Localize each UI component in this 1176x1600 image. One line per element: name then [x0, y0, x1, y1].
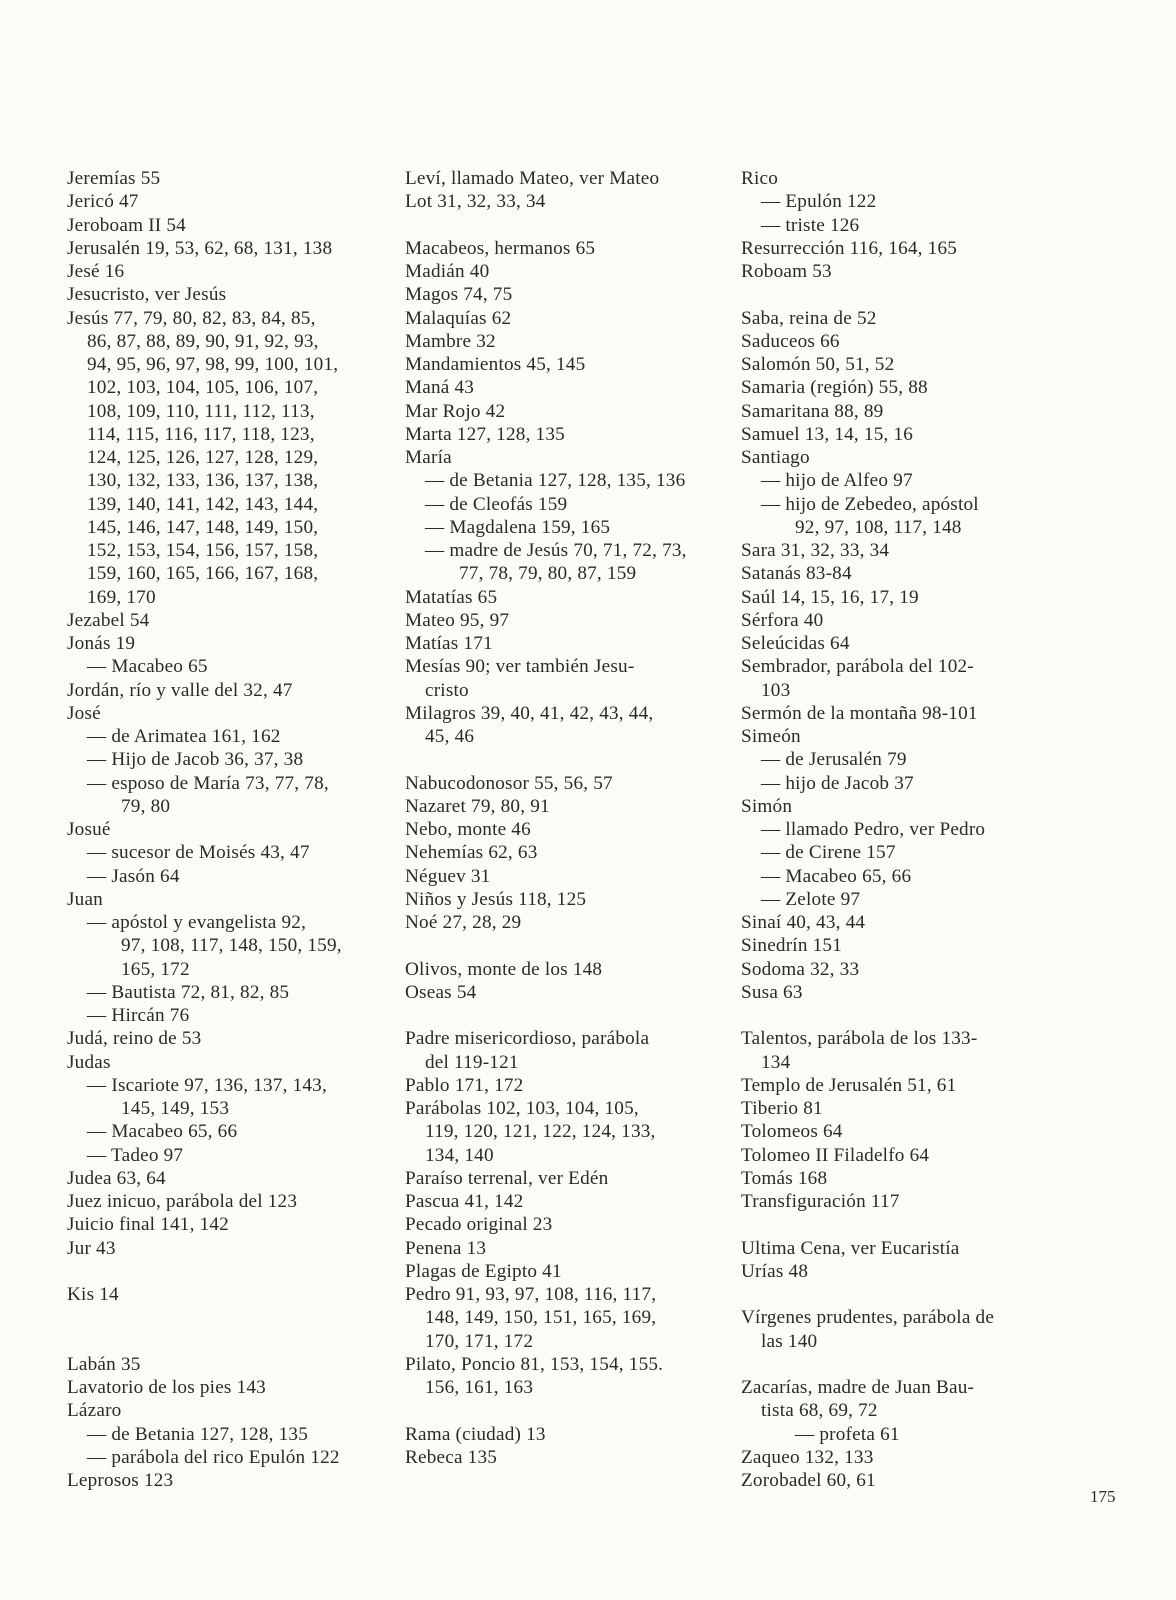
- index-entry: Pecado original 23: [405, 1214, 553, 1236]
- index-subentry: — triste 126: [761, 214, 860, 236]
- index-entry: Sinaí 40, 43, 44: [741, 912, 866, 933]
- index-subentry: 45, 46: [425, 726, 475, 747]
- index-subentry: cristo: [425, 679, 469, 701]
- index-entry: Matías 171: [405, 633, 493, 654]
- index-entry: Simeón: [741, 726, 801, 747]
- entry-spacer: [741, 1004, 1071, 1027]
- index-entry: Malaquías 62: [405, 307, 512, 329]
- index-subentry: 97, 108, 117, 148, 150, 159,: [121, 935, 342, 957]
- index-entry: Sérfora 40: [741, 609, 824, 631]
- index-subentry: 130, 132, 133, 136, 137, 138,: [87, 470, 319, 492]
- index-entry: Jeroboam II 54: [67, 214, 186, 236]
- entry-spacer: [405, 934, 735, 957]
- index-subentry: — de Betania 127, 128, 135, 136: [425, 470, 686, 492]
- index-entry: Lázaro: [67, 1400, 122, 1422]
- index-subentry: 134: [761, 1051, 791, 1073]
- index-subentry: del 119-121: [425, 1051, 519, 1073]
- index-entry: Jesús 77, 79, 80, 82, 83, 84, 85,: [67, 307, 316, 329]
- index-subentry: 108, 109, 110, 111, 112, 113,: [87, 400, 315, 422]
- index-subentry: 102, 103, 104, 105, 106, 107,: [87, 377, 319, 399]
- index-subentry: — apóstol y evangelista 92,: [87, 912, 307, 933]
- index-subentry: — Magdalena 159, 165: [425, 516, 611, 538]
- index-entry: Saba, reina de 52: [741, 307, 877, 329]
- index-entry: Samuel 13, 14, 15, 16: [741, 423, 914, 445]
- entry-spacer: [405, 1004, 735, 1027]
- index-subentry: — hijo de Jacob 37: [761, 772, 914, 794]
- index-subentry: — Macabeo 65, 66: [87, 1121, 238, 1143]
- index-entry: Rebeca 135: [405, 1446, 498, 1468]
- index-subentry: 124, 125, 126, 127, 128, 129,: [87, 447, 319, 468]
- index-entry: Mambre 32: [405, 330, 496, 352]
- index-subentry: — de Arimatea 161, 162: [87, 726, 281, 747]
- index-subentry: 170, 171, 172: [425, 1330, 534, 1352]
- index-subentry: — madre de Jesús 70, 71, 72, 73,: [425, 540, 687, 561]
- index-subentry: 139, 140, 141, 142, 143, 144,: [87, 493, 319, 515]
- index-entry: Rama (ciudad) 13: [405, 1423, 546, 1445]
- entry-spacer: [405, 214, 735, 237]
- index-subentry: las 140: [761, 1330, 818, 1352]
- index-column-3: [741, 167, 1071, 1492]
- index-entry: Judea 63, 64: [67, 1167, 166, 1189]
- index-entry: Judá, reino de 53: [67, 1028, 202, 1050]
- index-entry: Simón: [741, 795, 793, 817]
- index-entry: Magos 74, 75: [405, 284, 513, 306]
- index-entry: Zaqueo 132, 133: [741, 1446, 874, 1468]
- entry-spacer: [405, 748, 735, 771]
- entry-spacer: [741, 283, 1071, 306]
- index-subentry: 165, 172: [121, 958, 190, 980]
- index-column-2: [405, 167, 735, 1469]
- entry-spacer: [67, 1260, 397, 1283]
- index-entry: Tomás 168: [741, 1167, 828, 1189]
- index-entry: Marta 127, 128, 135: [405, 423, 565, 445]
- index-entry: Mar Rojo 42: [405, 400, 506, 422]
- index-entry: Jesé 16: [67, 261, 125, 282]
- index-entry: Salomón 50, 51, 52: [741, 354, 895, 375]
- index-subentry: 94, 95, 96, 97, 98, 99, 100, 101,: [87, 354, 339, 375]
- index-entry: Sermón de la montaña 98-101: [741, 702, 978, 724]
- index-entry: Pilato, Poncio 81, 153, 154, 155.: [405, 1353, 664, 1375]
- index-entry: Jur 43: [67, 1237, 116, 1259]
- index-entry: Jezabel 54: [67, 609, 150, 631]
- index-entry: Mateo 95, 97: [405, 609, 510, 631]
- index-subentry: 159, 160, 165, 166, 167, 168,: [87, 563, 319, 585]
- index-entry: Susa 63: [741, 981, 803, 1003]
- index-entry: Ultima Cena, ver Eucaristía: [741, 1237, 960, 1259]
- index-entry: Saduceos 66: [741, 330, 840, 352]
- index-subentry: — de Cleofás 159: [425, 493, 568, 515]
- index-subentry: 79, 80: [121, 795, 171, 817]
- index-subentry: 77, 78, 79, 80, 87, 159: [459, 563, 637, 585]
- index-subentry: — sucesor de Moisés 43, 47: [87, 842, 310, 864]
- index-subentry: — profeta 61: [795, 1423, 900, 1445]
- index-subentry: 169, 170: [87, 586, 156, 608]
- index-subentry: — Jasón 64: [87, 865, 180, 887]
- index-entry: Lot 31, 32, 33, 34: [405, 191, 546, 213]
- index-entry: Urías 48: [741, 1260, 809, 1282]
- index-entry: Juez inicuo, parábola del 123: [67, 1191, 298, 1212]
- index-entry: Pedro 91, 93, 97, 108, 116, 117,: [405, 1284, 657, 1305]
- index-entry: Josué: [67, 819, 111, 840]
- index-entry: Jordán, río y valle del 32, 47: [67, 679, 293, 701]
- index-subentry: — Hircán 76: [87, 1005, 190, 1026]
- index-subentry: — Epulón 122: [761, 191, 877, 213]
- index-entry: Judas: [67, 1051, 111, 1073]
- index-subentry: 103: [761, 679, 791, 701]
- index-entry: Nabucodonosor 55, 56, 57: [405, 772, 613, 794]
- index-entry: Vírgenes prudentes, parábola de: [741, 1307, 995, 1329]
- index-subentry: — de Jerusalén 79: [761, 749, 907, 771]
- index-subentry: — Macabeo 65, 66: [761, 865, 912, 887]
- index-entry: Jonás 19: [67, 633, 136, 654]
- index-entry: Pascua 41, 142: [405, 1191, 524, 1212]
- index-subentry: 119, 120, 121, 122, 124, 133,: [425, 1121, 656, 1143]
- index-entry: María: [405, 447, 452, 468]
- entry-spacer: [741, 1353, 1071, 1376]
- index-subentry: 145, 149, 153: [121, 1098, 230, 1119]
- index-entry: Sinedrín 151: [741, 935, 842, 957]
- index-entry: Zorobadel 60, 61: [741, 1470, 876, 1491]
- index-subentry: — llamado Pedro, ver Pedro: [761, 819, 986, 840]
- index-entry: Sodoma 32, 33: [741, 958, 860, 980]
- index-entry: Kis 14: [67, 1284, 119, 1305]
- entry-spacer: [405, 1399, 735, 1422]
- index-entry: Transfiguración 117: [741, 1191, 900, 1212]
- index-subentry: — Iscariote 97, 136, 137, 143,: [87, 1074, 327, 1096]
- index-entry: Maná 43: [405, 377, 475, 399]
- index-entry: Nebo, monte 46: [405, 819, 531, 840]
- index-entry: Olivos, monte de los 148: [405, 958, 603, 980]
- index-subentry: — de Cirene 157: [761, 842, 896, 864]
- index-entry: Milagros 39, 40, 41, 42, 43, 44,: [405, 702, 654, 724]
- index-entry: Jericó 47: [67, 191, 139, 213]
- index-entry: Resurrección 116, 164, 165: [741, 237, 958, 259]
- index-entry: Rico: [741, 168, 779, 189]
- index-column-1: [67, 167, 397, 1492]
- index-subentry: — parábola del rico Epulón 122: [87, 1446, 340, 1468]
- index-entry: Plagas de Egipto 41: [405, 1260, 562, 1282]
- index-subentry: — Bautista 72, 81, 82, 85: [87, 981, 290, 1003]
- index-entry: Templo de Jerusalén 51, 61: [741, 1074, 957, 1096]
- index-entry: Juan: [67, 888, 103, 910]
- entry-spacer: [741, 1213, 1071, 1236]
- index-entry: Nehemías 62, 63: [405, 842, 538, 864]
- entry-spacer: [67, 1330, 397, 1353]
- index-entry: Jeremías 55: [67, 168, 161, 189]
- index-subentry: 152, 153, 154, 156, 157, 158,: [87, 540, 319, 561]
- index-subentry: 114, 115, 116, 117, 118, 123,: [87, 423, 315, 445]
- index-entry: Leprosos 123: [67, 1470, 174, 1491]
- index-entry: Néguev 31: [405, 865, 491, 887]
- index-subentry: — Tadeo 97: [87, 1144, 184, 1166]
- index-entry: Talentos, parábola de los 133-: [741, 1028, 978, 1050]
- index-entry: Nazaret 79, 80, 91: [405, 795, 550, 817]
- entry-spacer: [67, 1306, 397, 1329]
- index-entry: Seleúcidas 64: [741, 633, 850, 654]
- page-number: 175: [1090, 1487, 1116, 1506]
- index-entry: José: [67, 702, 101, 724]
- index-subentry: 145, 146, 147, 148, 149, 150,: [87, 516, 319, 538]
- index-entry: Pablo 171, 172: [405, 1074, 524, 1096]
- index-subentry: — de Betania 127, 128, 135: [87, 1423, 309, 1445]
- index-subentry: tista 68, 69, 72: [761, 1400, 878, 1422]
- index-entry: Madián 40: [405, 261, 490, 282]
- index-entry: Mandamientos 45, 145: [405, 354, 586, 375]
- index-subentry: — Zelote 97: [761, 888, 861, 910]
- index-entry: Noé 27, 28, 29: [405, 912, 522, 933]
- index-entry: Satanás 83-84: [741, 563, 852, 585]
- index-entry: Parábolas 102, 103, 104, 105,: [405, 1098, 639, 1119]
- index-entry: Lavatorio de los pies 143: [67, 1377, 266, 1398]
- index-entry: Penena 13: [405, 1237, 487, 1259]
- index-entry: Sara 31, 32, 33, 34: [741, 540, 890, 561]
- index-subentry: — esposo de María 73, 77, 78,: [87, 772, 329, 794]
- index-entry: Zacarías, madre de Juan Bau-: [741, 1377, 975, 1398]
- index-entry: Sembrador, parábola del 102-: [741, 656, 974, 678]
- index-subentry: — Macabeo 65: [87, 656, 208, 678]
- index-entry: Matatías 65: [405, 586, 498, 608]
- index-subentry: — hijo de Zebedeo, apóstol: [761, 493, 979, 515]
- index-entry: Samaria (región) 55, 88: [741, 377, 928, 399]
- index-entry: Padre misericordioso, parábola: [405, 1028, 650, 1050]
- index-subentry: 134, 140: [425, 1144, 494, 1166]
- index-entry: Roboam 53: [741, 261, 832, 282]
- index-subentry: 148, 149, 150, 151, 165, 169,: [425, 1307, 657, 1329]
- index-entry: Macabeos, hermanos 65: [405, 237, 596, 259]
- index-subentry: 156, 161, 163: [425, 1377, 534, 1398]
- index-entry: Leví, llamado Mateo, ver Mateo: [405, 168, 660, 189]
- index-subentry: — Hijo de Jacob 36, 37, 38: [87, 749, 304, 771]
- index-entry: Niños y Jesús 118, 125: [405, 888, 587, 910]
- index-entry: Tiberio 81: [741, 1098, 823, 1119]
- index-entry: Juicio final 141, 142: [67, 1214, 229, 1236]
- index-entry: Samaritana 88, 89: [741, 400, 884, 422]
- index-entry: Oseas 54: [405, 981, 477, 1003]
- index-entry: Tolomeo II Filadelfo 64: [741, 1144, 930, 1166]
- index-entry: Tolomeos 64: [741, 1121, 843, 1143]
- index-entry: Mesías 90; ver también Jesu-: [405, 656, 635, 678]
- index-entry: Santiago: [741, 447, 810, 468]
- index-entry: Saúl 14, 15, 16, 17, 19: [741, 586, 919, 608]
- index-entry: Jerusalén 19, 53, 62, 68, 131, 138: [67, 237, 333, 259]
- entry-spacer: [741, 1283, 1071, 1306]
- index-subentry: — hijo de Alfeo 97: [761, 470, 913, 492]
- index-entry: Labán 35: [67, 1353, 141, 1375]
- index-subentry: 86, 87, 88, 89, 90, 91, 92, 93,: [87, 330, 319, 352]
- index-entry: Paraíso terrenal, ver Edén: [405, 1167, 609, 1189]
- index-entry: Jesucristo, ver Jesús: [67, 284, 227, 306]
- index-subentry: 92, 97, 108, 117, 148: [795, 516, 962, 538]
